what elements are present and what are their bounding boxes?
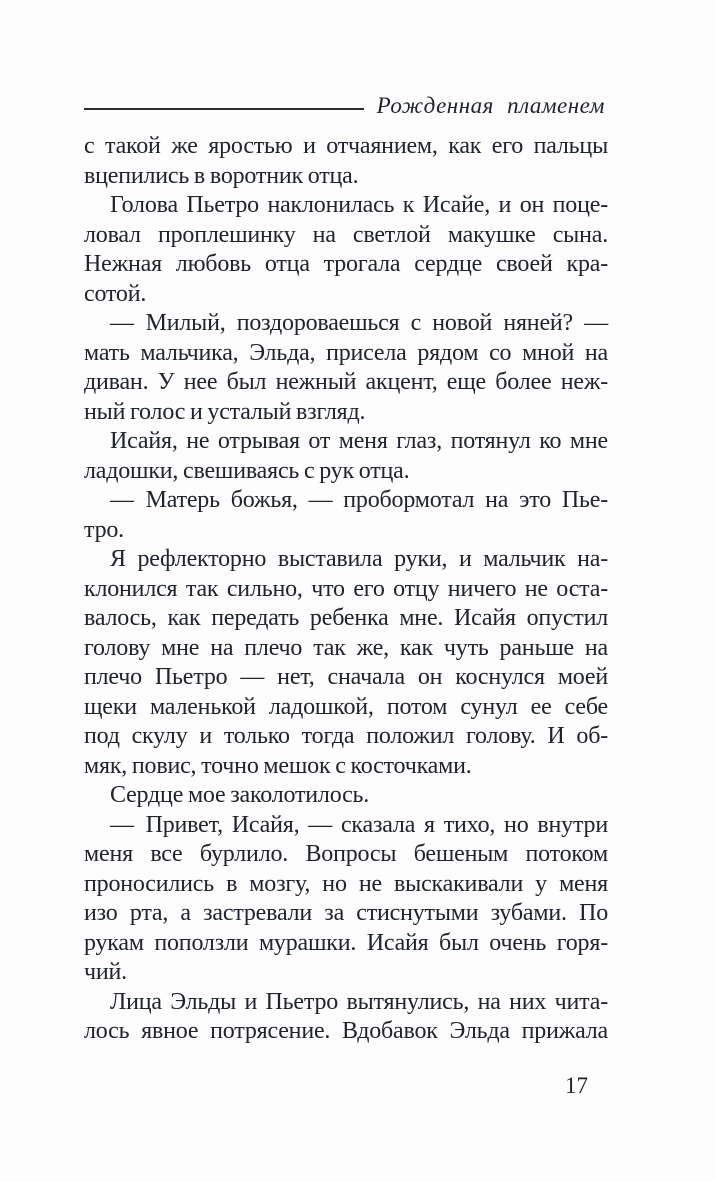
text-line: валось, как передать ребенка мне. Исайя опустил	[84, 605, 608, 631]
text-line: Нежная любовь отца трогала сердце своей кра-	[84, 251, 608, 277]
text-line: щеки маленькой ладошкой, потом сунул ее себе	[84, 693, 608, 720]
text-line: Голова Пьетро наклонилась к Исайе, и он поце-	[110, 192, 608, 218]
text-line: клонился так сильно, что его отцу ничего не оста-	[84, 575, 608, 602]
text-line: ладошки, свешиваясь с рук отца.	[84, 457, 410, 484]
text-line: проносились в мозгу, но не выскакивали у меня	[84, 870, 608, 897]
paragraph	[84, 132, 608, 191]
paragraph-dialogue	[84, 309, 608, 427]
text-line: под скулу и только тогда положил голову. И об-	[84, 723, 608, 749]
text-line: диван. У нее был нежный акцент, еще более неж-	[84, 369, 608, 395]
text-line: тро.	[84, 516, 124, 543]
text-line: Исайя, не отрывая от меня глаз, потянул ко мне	[110, 428, 608, 454]
paragraph	[84, 781, 608, 811]
text-line: лось явное потрясение. Вдобавок Эльда прижала	[84, 1018, 608, 1044]
paragraph-dialogue	[84, 811, 608, 988]
text-line: мать мальчика, Эльда, присела рядом со мной на	[84, 339, 608, 366]
text-line: меня все бурлило. Вопросы бешеным потоком	[84, 841, 608, 867]
text-line: — Милый, поздороваешься с новой няней? —	[110, 310, 608, 336]
page-text	[84, 132, 608, 1047]
paragraph-dialogue	[84, 486, 608, 545]
text-line: Сердце мое заколотилось.	[110, 782, 370, 808]
text-line: чий.	[84, 959, 127, 985]
page-number: 17	[565, 1073, 588, 1098]
text-line: Я рефлекторно выставила руки, и мальчик на-	[110, 546, 608, 572]
text-line: — Привет, Исайя, — сказала я тихо, но внутри	[110, 811, 608, 838]
text-line: рукам поползли мурашки. Исайя был очень горя-	[84, 929, 608, 956]
running-title: Рожденная пламенем	[376, 93, 605, 118]
text-line: мяк, повис, точно мешок с косточками.	[84, 752, 472, 779]
text-line: плечо Пьетро — нет, сначала он коснулся моей	[84, 664, 608, 690]
text-line: изо рта, а застревали за стиснутыми зубами. По	[84, 900, 608, 926]
text-line: ный голос и усталый взгляд.	[84, 398, 366, 425]
text-line: ловал проплешинку на светлой макушке сына.	[84, 221, 608, 248]
text-line: — Матерь божья, — пробормотал на это Пье-	[110, 487, 608, 513]
text-line: вцепились в воротник отца.	[84, 162, 359, 189]
text-line: Лица Эльды и Пьетро вытянулись, на них чита-	[110, 988, 608, 1015]
paragraph	[84, 427, 608, 486]
paragraph	[84, 988, 608, 1047]
text-line: голову мне на плечо так же, как чуть раньше на	[84, 634, 608, 661]
text-line: с такой же яростью и отчаянием, как его пальцы	[84, 133, 608, 159]
paragraph	[84, 545, 608, 781]
paragraph	[84, 191, 608, 309]
text-line: сотой.	[84, 280, 147, 307]
header-rule	[84, 108, 364, 110]
